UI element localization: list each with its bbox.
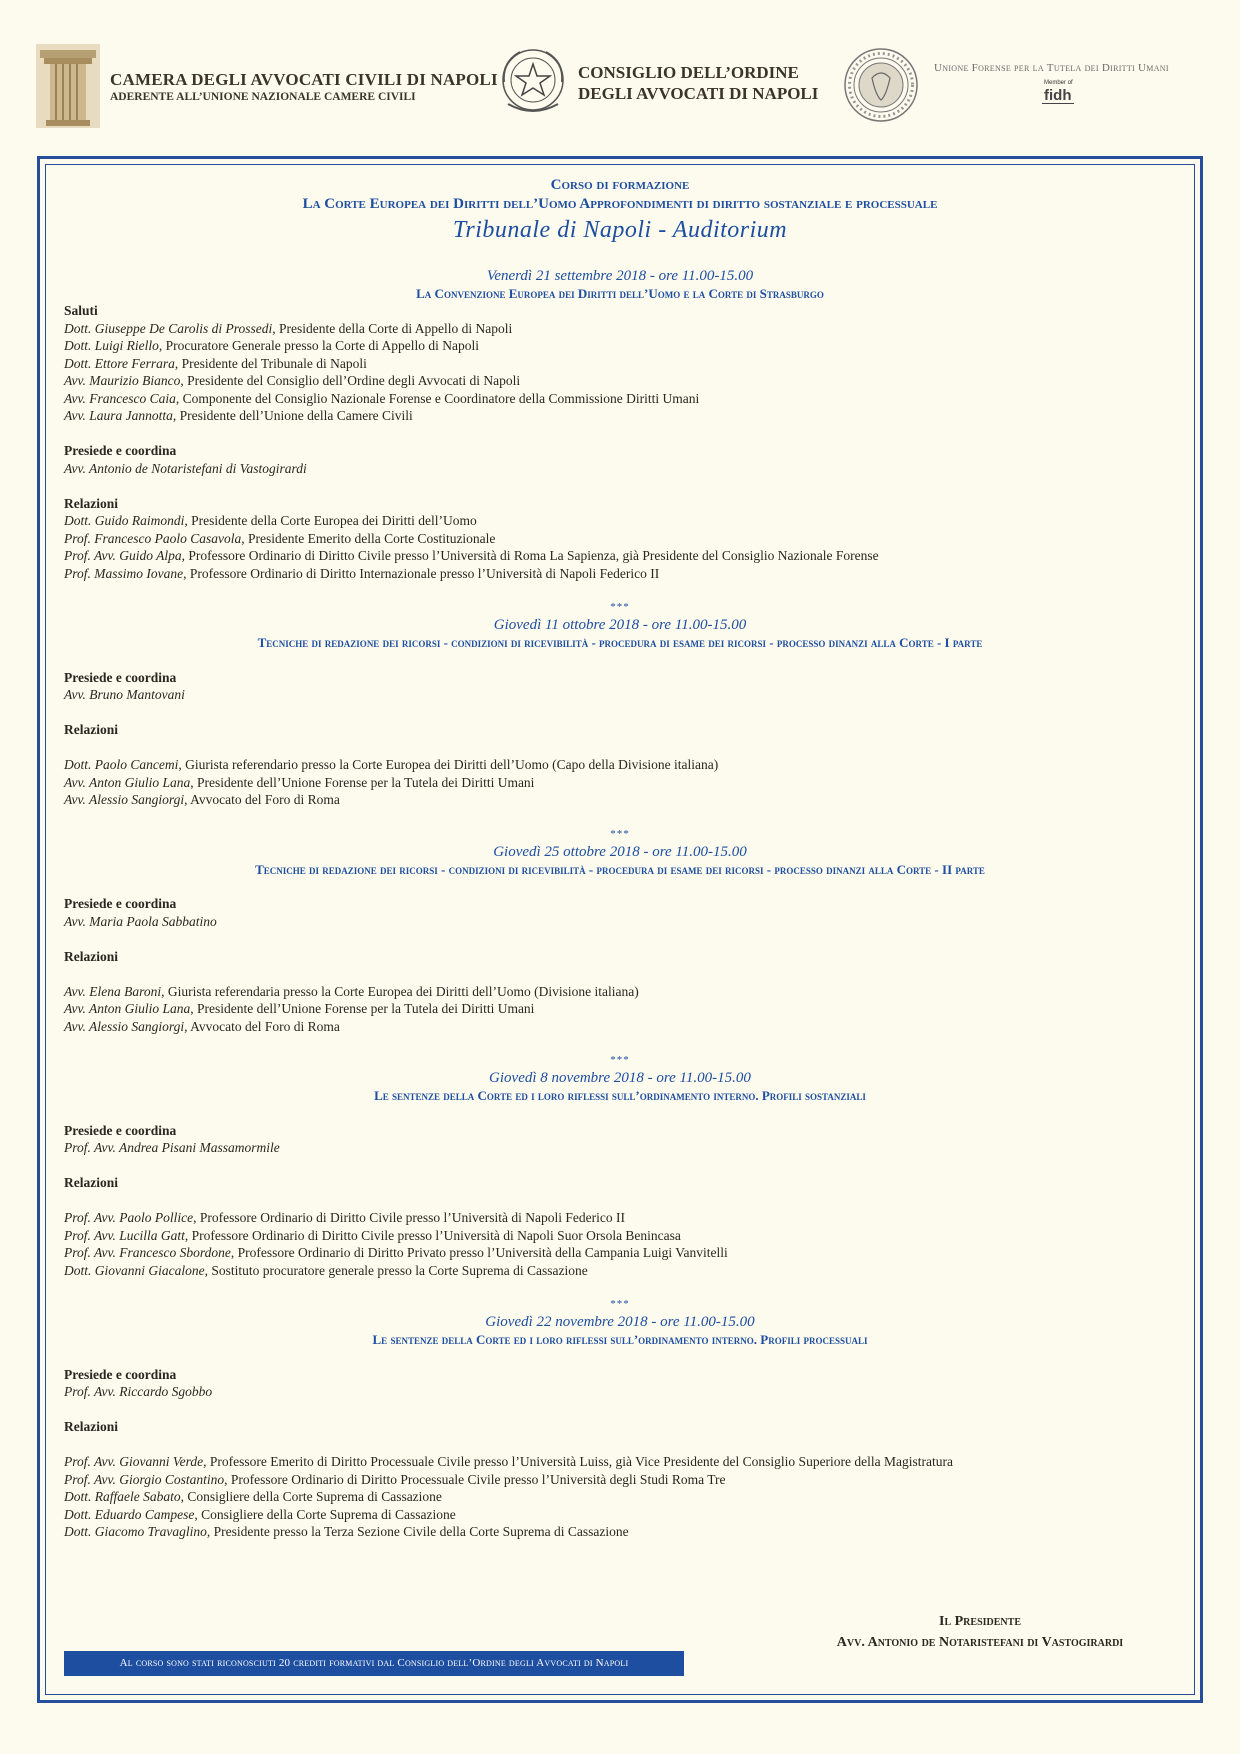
document-body xyxy=(64,172,1176,1541)
session-date: Giovedì 11 ottobre 2018 - ore 11.00-15.00 xyxy=(493,617,747,633)
unione-forense-title: Unione Forense per la Tutela dei Diritti Umani xyxy=(934,62,1169,74)
speaker-role: , Sostituto procuratore generale presso la Corte Suprema di Cassazione xyxy=(204,1262,588,1278)
camera-subtitle: ADERENTE ALL’UNIONE NAZIONALE CAMERE CIVILI xyxy=(110,91,416,103)
speaker-name: Prof. Avv. Giorgio Costantino xyxy=(64,1471,225,1487)
page-header xyxy=(0,0,1240,150)
course-title: La Corte Europea dei Diritti dell’Uomo Approfondimenti di diritto sostanziale e processuale xyxy=(302,196,938,212)
presiede-name-line xyxy=(64,913,1176,931)
speaker-role: , Presidente del Consiglio dell’Ordine degli Avvocati di Napoli xyxy=(180,373,521,388)
speaker-name: Dott. Ettore Ferrara xyxy=(64,355,175,371)
presiede-label: Presiede e coordina xyxy=(64,1366,177,1382)
presiede-name-line xyxy=(64,1139,1176,1157)
speaker-name: Avv. Laura Jannotta xyxy=(64,408,173,423)
speaker-line xyxy=(64,1488,1176,1506)
speaker-role: , Giurista referendaria presso la Corte Europea dei Diritti dell’Uomo (Divisione italiana) xyxy=(161,983,639,999)
fidh-block xyxy=(934,62,1204,105)
camera-avvocati-block xyxy=(110,70,498,103)
speaker-name: Dott. Paolo Cancemi xyxy=(64,757,179,772)
speaker-role: , Professore Ordinario di Diritto Processuale Civile presso l’Università degli Studi Roma Tre xyxy=(224,1471,726,1487)
session-4 xyxy=(64,1069,1176,1279)
speaker-line xyxy=(64,1209,1176,1227)
speaker-name: Prof. Francesco Paolo Casavola xyxy=(64,530,242,546)
speaker-name: Prof. Massimo Iovane xyxy=(64,565,184,581)
speaker-name: Avv. Elena Baroni xyxy=(64,983,162,999)
speaker-name: Prof. Avv. Lucilla Gatt xyxy=(64,1227,185,1243)
speaker-role: , Presidente della Corte di Appello di Napoli xyxy=(272,320,513,336)
speaker-role: , Avvocato del Foro di Roma xyxy=(184,1018,340,1034)
speaker-role: , Procuratore Generale presso la Corte di Appello di Napoli xyxy=(158,338,480,353)
speaker-line xyxy=(64,1018,1176,1036)
speaker-name: Avv. Maurizio Bianco xyxy=(64,373,181,388)
session-date: Giovedì 25 ottobre 2018 - ore 11.00-15.00 xyxy=(493,843,747,860)
presiede-name-line xyxy=(64,686,1176,704)
relazioni-label: Relazioni xyxy=(64,495,118,511)
session-topic: Tecniche di redazione dei ricorsi - condizioni di ricevibilità - procedura di esame dei ricorsi - processo dinanzi alla Corte - II parte xyxy=(255,861,985,877)
section-separator: *** xyxy=(610,601,630,613)
speaker-line xyxy=(64,1523,1176,1541)
relazioni-label: Relazioni xyxy=(64,948,118,964)
section-separator: *** xyxy=(610,827,630,840)
speaker-line xyxy=(64,1000,1176,1018)
speaker-name: Avv. Alessio Sangiorgi xyxy=(64,1018,185,1034)
relazioni-label: Relazioni xyxy=(64,1175,118,1190)
presiede-name: Avv. Antonio de Notaristefani di Vastogirardi xyxy=(64,460,307,476)
session-1 xyxy=(64,267,1176,582)
speaker-line xyxy=(64,1262,1176,1280)
speaker-line xyxy=(64,791,1176,809)
presiede-name: Avv. Maria Paola Sabbatino xyxy=(64,913,217,929)
speaker-line xyxy=(64,1453,1176,1471)
speaker-name: Prof. Avv. Francesco Sbordone xyxy=(64,1245,231,1260)
presiede-name: Prof. Avv. Andrea Pisani Massamormile xyxy=(64,1140,280,1155)
speaker-name: Dott. Eduardo Campese xyxy=(64,1506,195,1522)
speaker-role: , Consigliere della Corte Suprema di Cassazione xyxy=(194,1506,456,1522)
speaker-line xyxy=(64,320,1176,338)
consiglio-ordine-block xyxy=(578,62,818,104)
speaker-role: , Professore Ordinario di Diritto Civile presso l’Università di Roma La Sapienza, già Presidente del Consiglio Nazionale Forense xyxy=(181,548,879,563)
speaker-name: Avv. Anton Giulio Lana xyxy=(64,1001,191,1016)
speaker-line xyxy=(64,407,1176,425)
presiede-label: Presiede e coordina xyxy=(64,443,177,458)
speaker-line xyxy=(64,372,1176,390)
speaker-name: Dott. Giovanni Giacalone xyxy=(64,1262,205,1278)
speaker-role: , Presidente del Tribunale di Napoli xyxy=(174,355,367,371)
president-signature xyxy=(800,1612,1160,1652)
column-logo-icon xyxy=(36,44,100,128)
session-date: Giovedì 8 novembre 2018 - ore 11.00-15.00 xyxy=(489,1070,751,1086)
session-topic: La Convenzione Europea dei Diritti dell’Uomo e la Corte di Strasburgo xyxy=(416,286,824,301)
speaker-line xyxy=(64,1471,1176,1489)
speaker-role: , Presidente dell’Unione Forense per la Tutela dei Diritti Umani xyxy=(190,1001,535,1016)
fidh-logo-icon: fidh xyxy=(1044,87,1072,104)
speaker-name: Prof. Avv. Guido Alpa xyxy=(64,548,182,563)
presiede-label: Presiede e coordina xyxy=(64,896,177,911)
president-title: Il Presidente xyxy=(939,1614,1021,1629)
speaker-role: , Giurista referendario presso la Corte Europea dei Diritti dell’Uomo (Capo della Divisione italiana) xyxy=(178,757,719,772)
speaker-name: Prof. Avv. Paolo Pollice xyxy=(64,1210,194,1225)
section-separator: *** xyxy=(610,1054,630,1066)
speaker-line xyxy=(64,565,1176,583)
italian-emblem-icon xyxy=(494,42,572,122)
speaker-name: Dott. Guido Raimondi xyxy=(64,513,185,528)
speaker-line xyxy=(64,1227,1176,1245)
speaker-line xyxy=(64,1506,1176,1524)
session-date: Giovedì 22 novembre 2018 - ore 11.00-15.00 xyxy=(485,1314,755,1330)
presiede-name-line xyxy=(64,1383,1176,1401)
presiede-name-line xyxy=(64,460,1176,478)
speaker-line xyxy=(64,390,1176,408)
speaker-name: Avv. Anton Giulio Lana xyxy=(64,774,191,790)
session-topic: Le sentenze della Corte ed i loro riflessi sull’ordinamento interno. Profili sostanziali xyxy=(374,1088,866,1103)
presiede-name: Avv. Bruno Mantovani xyxy=(64,687,185,702)
speaker-role: , Consigliere della Corte Suprema di Cassazione xyxy=(180,1489,442,1504)
speaker-role: , Presidente presso la Terza Sezione Civile della Corte Suprema di Cassazione xyxy=(206,1524,629,1539)
consiglio-line1: CONSIGLIO DELL’ORDINE xyxy=(578,63,799,82)
speaker-line xyxy=(64,530,1176,548)
ordine-seal-icon xyxy=(842,46,920,124)
speaker-role: , Professore Ordinario di Diritto Civile presso l’Università di Napoli Suor Orsola Benincasa xyxy=(184,1227,681,1243)
speaker-line xyxy=(64,337,1176,355)
speaker-name: Dott. Raffaele Sabato xyxy=(64,1489,181,1504)
speaker-role: , Presidente dell’Unione Forense per la Tutela dei Diritti Umani xyxy=(190,774,535,790)
speaker-line xyxy=(64,756,1176,774)
speaker-role: , Avvocato del Foro di Roma xyxy=(184,792,340,807)
speaker-role: , Professore Ordinario di Diritto Civile presso l’Università di Napoli Federico II xyxy=(193,1210,626,1225)
consiglio-line2: DEGLI AVVOCATI DI NAPOLI xyxy=(578,84,819,103)
speaker-line xyxy=(64,547,1176,565)
venue: Tribunale di Napoli - Auditorium xyxy=(452,217,788,243)
camera-title: CAMERA DEGLI AVVOCATI CIVILI DI NAPOLI xyxy=(110,70,498,89)
session-5 xyxy=(64,1313,1176,1541)
speaker-line xyxy=(64,983,1176,1001)
president-name: Avv. Antonio de Notaristefani di Vastogirardi xyxy=(836,1635,1124,1650)
session-3 xyxy=(64,843,1176,1036)
speaker-role: , Presidente Emerito della Corte Costituzionale xyxy=(241,530,496,546)
session-date: Venerdì 21 settembre 2018 - ore 11.00-15.00 xyxy=(486,268,754,284)
speaker-name: Dott. Giacomo Travaglino xyxy=(64,1524,207,1539)
speaker-role: , Professore Emerito di Diritto Processuale Civile presso l’Università Luiss, già Vice Presidente del Consiglio Superiore della Magistratura xyxy=(203,1454,954,1469)
speaker-line xyxy=(64,774,1176,792)
presiede-label: Presiede e coordina xyxy=(64,669,177,685)
speaker-line xyxy=(64,355,1176,373)
session-2 xyxy=(64,616,1176,809)
speaker-line xyxy=(64,1244,1176,1262)
speaker-role: , Presidente della Corte Europea dei Diritti dell’Uomo xyxy=(184,513,477,528)
relazioni-label: Relazioni xyxy=(64,1419,118,1434)
speaker-role: , Professore Ordinario di Diritto Privato presso l’Università della Campania Luigi Vanvitelli xyxy=(230,1245,728,1260)
speaker-role: , Presidente dell’Unione della Camere Civili xyxy=(172,408,413,423)
presiede-name: Prof. Avv. Riccardo Sgobbo xyxy=(64,1384,213,1399)
credits-banner: Al corso sono stati riconosciuti 20 crediti formativi dal Consiglio dell’Ordine degli Avvocati di Napoli xyxy=(64,1651,684,1676)
corso-label: Corso di formazione xyxy=(550,177,690,193)
speaker-name: Avv. Francesco Caia xyxy=(64,390,176,406)
speaker-role: , Componente del Consiglio Nazionale Forense e Coordinatore della Commissione Diritti Umani xyxy=(175,390,700,406)
speaker-name: Prof. Avv. Giovanni Verde xyxy=(64,1454,204,1469)
session-topic: Le sentenze della Corte ed i loro riflessi sull’ordinamento interno. Profili processuali xyxy=(372,1332,868,1347)
session-topic: Tecniche di redazione dei ricorsi - condizioni di ricevibilità - procedura di esame dei ricorsi - processo dinanzi alla Corte - I parte xyxy=(257,635,983,650)
presiede-label: Presiede e coordina xyxy=(64,1122,177,1138)
speaker-role: , Professore Ordinario di Diritto Internazionale presso l’Università di Napoli Federico II xyxy=(183,565,660,581)
section-separator: *** xyxy=(610,1298,630,1310)
saluti-label: Saluti xyxy=(64,303,98,318)
fidh-member-label: Member of xyxy=(1044,80,1073,86)
speaker-name: Dott. Luigi Riello xyxy=(64,338,159,353)
speaker-name: Avv. Alessio Sangiorgi xyxy=(64,792,185,807)
speaker-name: Dott. Giuseppe De Carolis di Prossedi xyxy=(64,320,273,336)
relazioni-label: Relazioni xyxy=(64,722,118,737)
speaker-line xyxy=(64,512,1176,530)
